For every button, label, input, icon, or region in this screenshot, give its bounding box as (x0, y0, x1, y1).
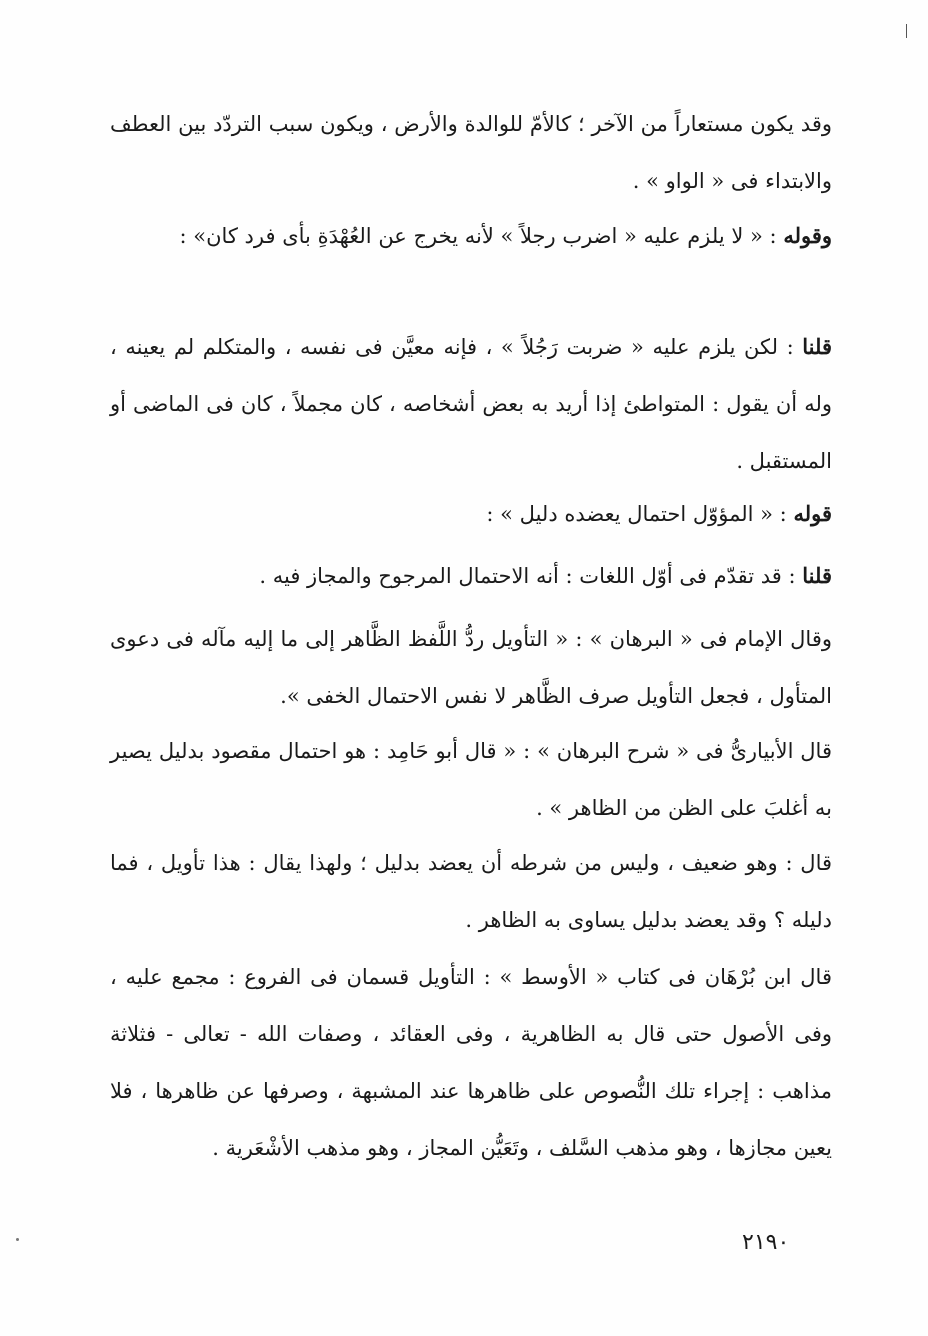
paragraph-text: : قد تقدّم فى أوّل اللغات : أنه الاحتمال المرجوح والمجاز فيه . (259, 564, 796, 588)
scan-mark (16, 1238, 19, 1241)
paragraph (110, 95, 832, 210)
paragraph-text: : « لا يلزم عليه « اضرب رجلاً » لأنه يخرج عن العُهْدَةِ بأى فرد كان» : (179, 224, 777, 248)
paragraph-lead: قوله (793, 501, 832, 526)
paragraph (110, 948, 832, 1177)
paragraph (110, 610, 832, 725)
paragraph (110, 547, 832, 605)
paragraph-text: قال الأبيارىُّ فى « شرح البرهان » : « قال أبو حَامِد : هو احتمال مقصود بدليل يصير به أغلبَ على الظن من الظاهر » . (110, 739, 832, 820)
paragraph (110, 834, 832, 949)
paragraph-text: قال : وهو ضعيف ، وليس من شرطه أن يعضد بدليل ؛ ولهذا يقال : هذا تأويل ، فما دليله ؟ وقد يعضد بدليل يساوى به الظاهر . (110, 851, 833, 932)
paragraph-lead: قلنا (802, 334, 832, 359)
paragraph (110, 485, 832, 543)
paragraph-text: وقال الإمام فى « البرهان » : « التأويل ردُّ اللَّفظ الظَّاهر إلى ما إليه مآله فى دعوى المتأول ، فجعل التأويل صرف الظَّاهر لا نفس الاحتمال الخفى ». (110, 627, 832, 708)
paragraph-text: قال ابن بُرْهَان فى كتاب « الأوسط » : التأويل قسمان فى الفروع : مجمع عليه ، وفى الأصول حتى قال به الظاهرية ، وفى العقائد ، وصفات الله - تعالى - فثلاثة مذاهب : إجراء تلك النُّصوص على ظاهرها عند المشبهة ، وصرفها عن ظاهرها ، فلا يعين مجازها ، وهو مذهب السَّلف ، وتَعَيُّن المجاز ، وهو مذهب الأشْعَرية . (110, 965, 832, 1160)
paragraph-lead: وقوله (783, 223, 832, 248)
paragraph-text: وقد يكون مستعاراً من الآخر ؛ كالأمّ للوالدة والأرض ، ويكون سبب التردّد بين العطف والابتداء فى « الواو » . (110, 112, 832, 193)
page-number: ٢١٩٠ (742, 1230, 790, 1255)
scan-mark (906, 24, 907, 38)
paragraph (110, 207, 832, 265)
paragraph-text: : « المؤوّل احتمال يعضده دليل » : (486, 502, 787, 526)
paragraph-text: : لكن يلزم عليه « ضربت رَجُلاً » ، فإنه معيَّن فى نفسه ، والمتكلم لم يعينه ، وله أن يقول : المتواطئ إذا أريد به بعض أشخاصه ، كان مجملاً ، كان فى الماضى أو المستقبل . (110, 335, 832, 473)
paragraph-lead: قلنا (802, 563, 832, 588)
paragraph (110, 722, 832, 837)
paragraph (110, 318, 832, 490)
